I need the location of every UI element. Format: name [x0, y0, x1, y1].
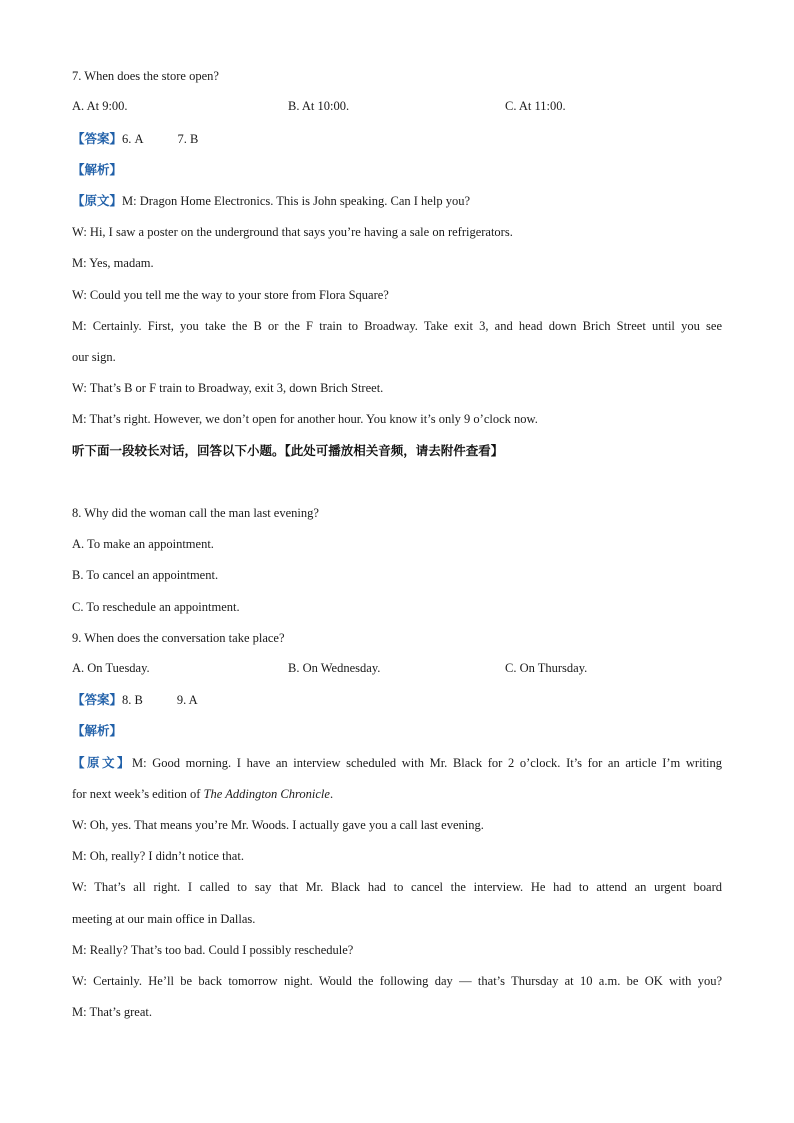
transcript-1-line-4: W: Could you tell me the way to your store from Flora Square?	[72, 288, 389, 302]
analysis-heading-1: 【解析】	[72, 162, 123, 177]
q7-option-c: C. At 11:00.	[505, 99, 566, 113]
answer-line-1	[72, 131, 198, 147]
transcript-1-line-3: M: Yes, madam.	[72, 256, 154, 270]
q7-option-b: B. At 10:00.	[288, 99, 350, 113]
q8-option-a: A. To make an appointment.	[72, 537, 214, 551]
newspaper-title: The Addington Chronicle	[203, 787, 330, 801]
question-9: 9. When does the conversation take place?	[72, 631, 285, 645]
audio-instruction: 听下面一段较长对话，回答以下小题。【此处可播放相关音频，请去附件查看】	[72, 443, 504, 458]
transcript-tag: 【原文】	[72, 193, 123, 208]
transcript-1-line-8: M: That’s right. However, we don’t open for another hour. You know it’s only 9 o’clock now.	[72, 412, 538, 426]
question-8: 8. Why did the woman call the man last evening?	[72, 506, 319, 520]
transcript-1-line-5: M: Certainly. First, you take the B or the F train to Broadway. Take exit 3, and head down Brich Street until you see	[72, 319, 722, 333]
question-7: 7. When does the store open?	[72, 69, 219, 83]
transcript-2-line-8: W: Certainly. He’ll be back tomorrow night. Would the following day — that’s Thursday at 10 a.m. be OK with you?	[72, 974, 722, 988]
transcript-2-line-3: W: Oh, yes. That means you’re Mr. Woods. I actually gave you a call last evening.	[72, 818, 484, 832]
transcript-tag: 【原文】	[72, 755, 133, 770]
transcript-1-line-7: W: That’s B or F train to Broadway, exit 3, down Brich Street.	[72, 381, 384, 395]
q9-option-c: C. On Thursday.	[505, 661, 588, 675]
transcript-2-line-4: M: Oh, really? I didn’t notice that.	[72, 849, 244, 863]
q9-option-a: A. On Tuesday.	[72, 661, 150, 675]
answer-7: 7. B	[177, 132, 199, 146]
answer-8: 8. B	[122, 693, 143, 707]
transcript-2-line-7: M: Really? That’s too bad. Could I possibly reschedule?	[72, 943, 354, 957]
transcript-1-line-2: W: Hi, I saw a poster on the underground that says you’re having a sale on refrigerators.	[72, 225, 513, 239]
answer-9: 9. A	[176, 693, 198, 707]
transcript-2-line-9: M: That’s great.	[72, 1005, 152, 1019]
q8-option-c: C. To reschedule an appointment.	[72, 600, 240, 614]
q9-option-b: B. On Wednesday.	[288, 661, 381, 675]
transcript-2-line-2: for next week’s edition of The Addington Chronicle.	[72, 787, 334, 801]
q7-option-a: A. At 9:00.	[72, 99, 128, 113]
transcript-2-line-1: 【原文】M: Good morning. I have an interview scheduled with Mr. Black for 2 o’clock. It’s for an article I’m writing	[72, 755, 722, 770]
transcript-2-line-6: meeting at our main office in Dallas.	[72, 912, 256, 926]
transcript-1-line-1: 【原文】M: Dragon Home Electronics. This is John speaking. Can I help you?	[72, 193, 470, 208]
answer-tag: 【答案】	[72, 692, 123, 707]
answer-tag: 【答案】	[72, 131, 123, 146]
answer-6: 6. A	[122, 132, 144, 146]
transcript-2-line-5: W: That’s all right. I called to say that Mr. Black had to cancel the interview. He had to attend an urgent board	[72, 880, 722, 894]
q8-option-b: B. To cancel an appointment.	[72, 568, 219, 582]
answer-line-2	[72, 692, 198, 708]
analysis-heading-2: 【解析】	[72, 723, 123, 738]
transcript-1-line-6: our sign.	[72, 350, 116, 364]
